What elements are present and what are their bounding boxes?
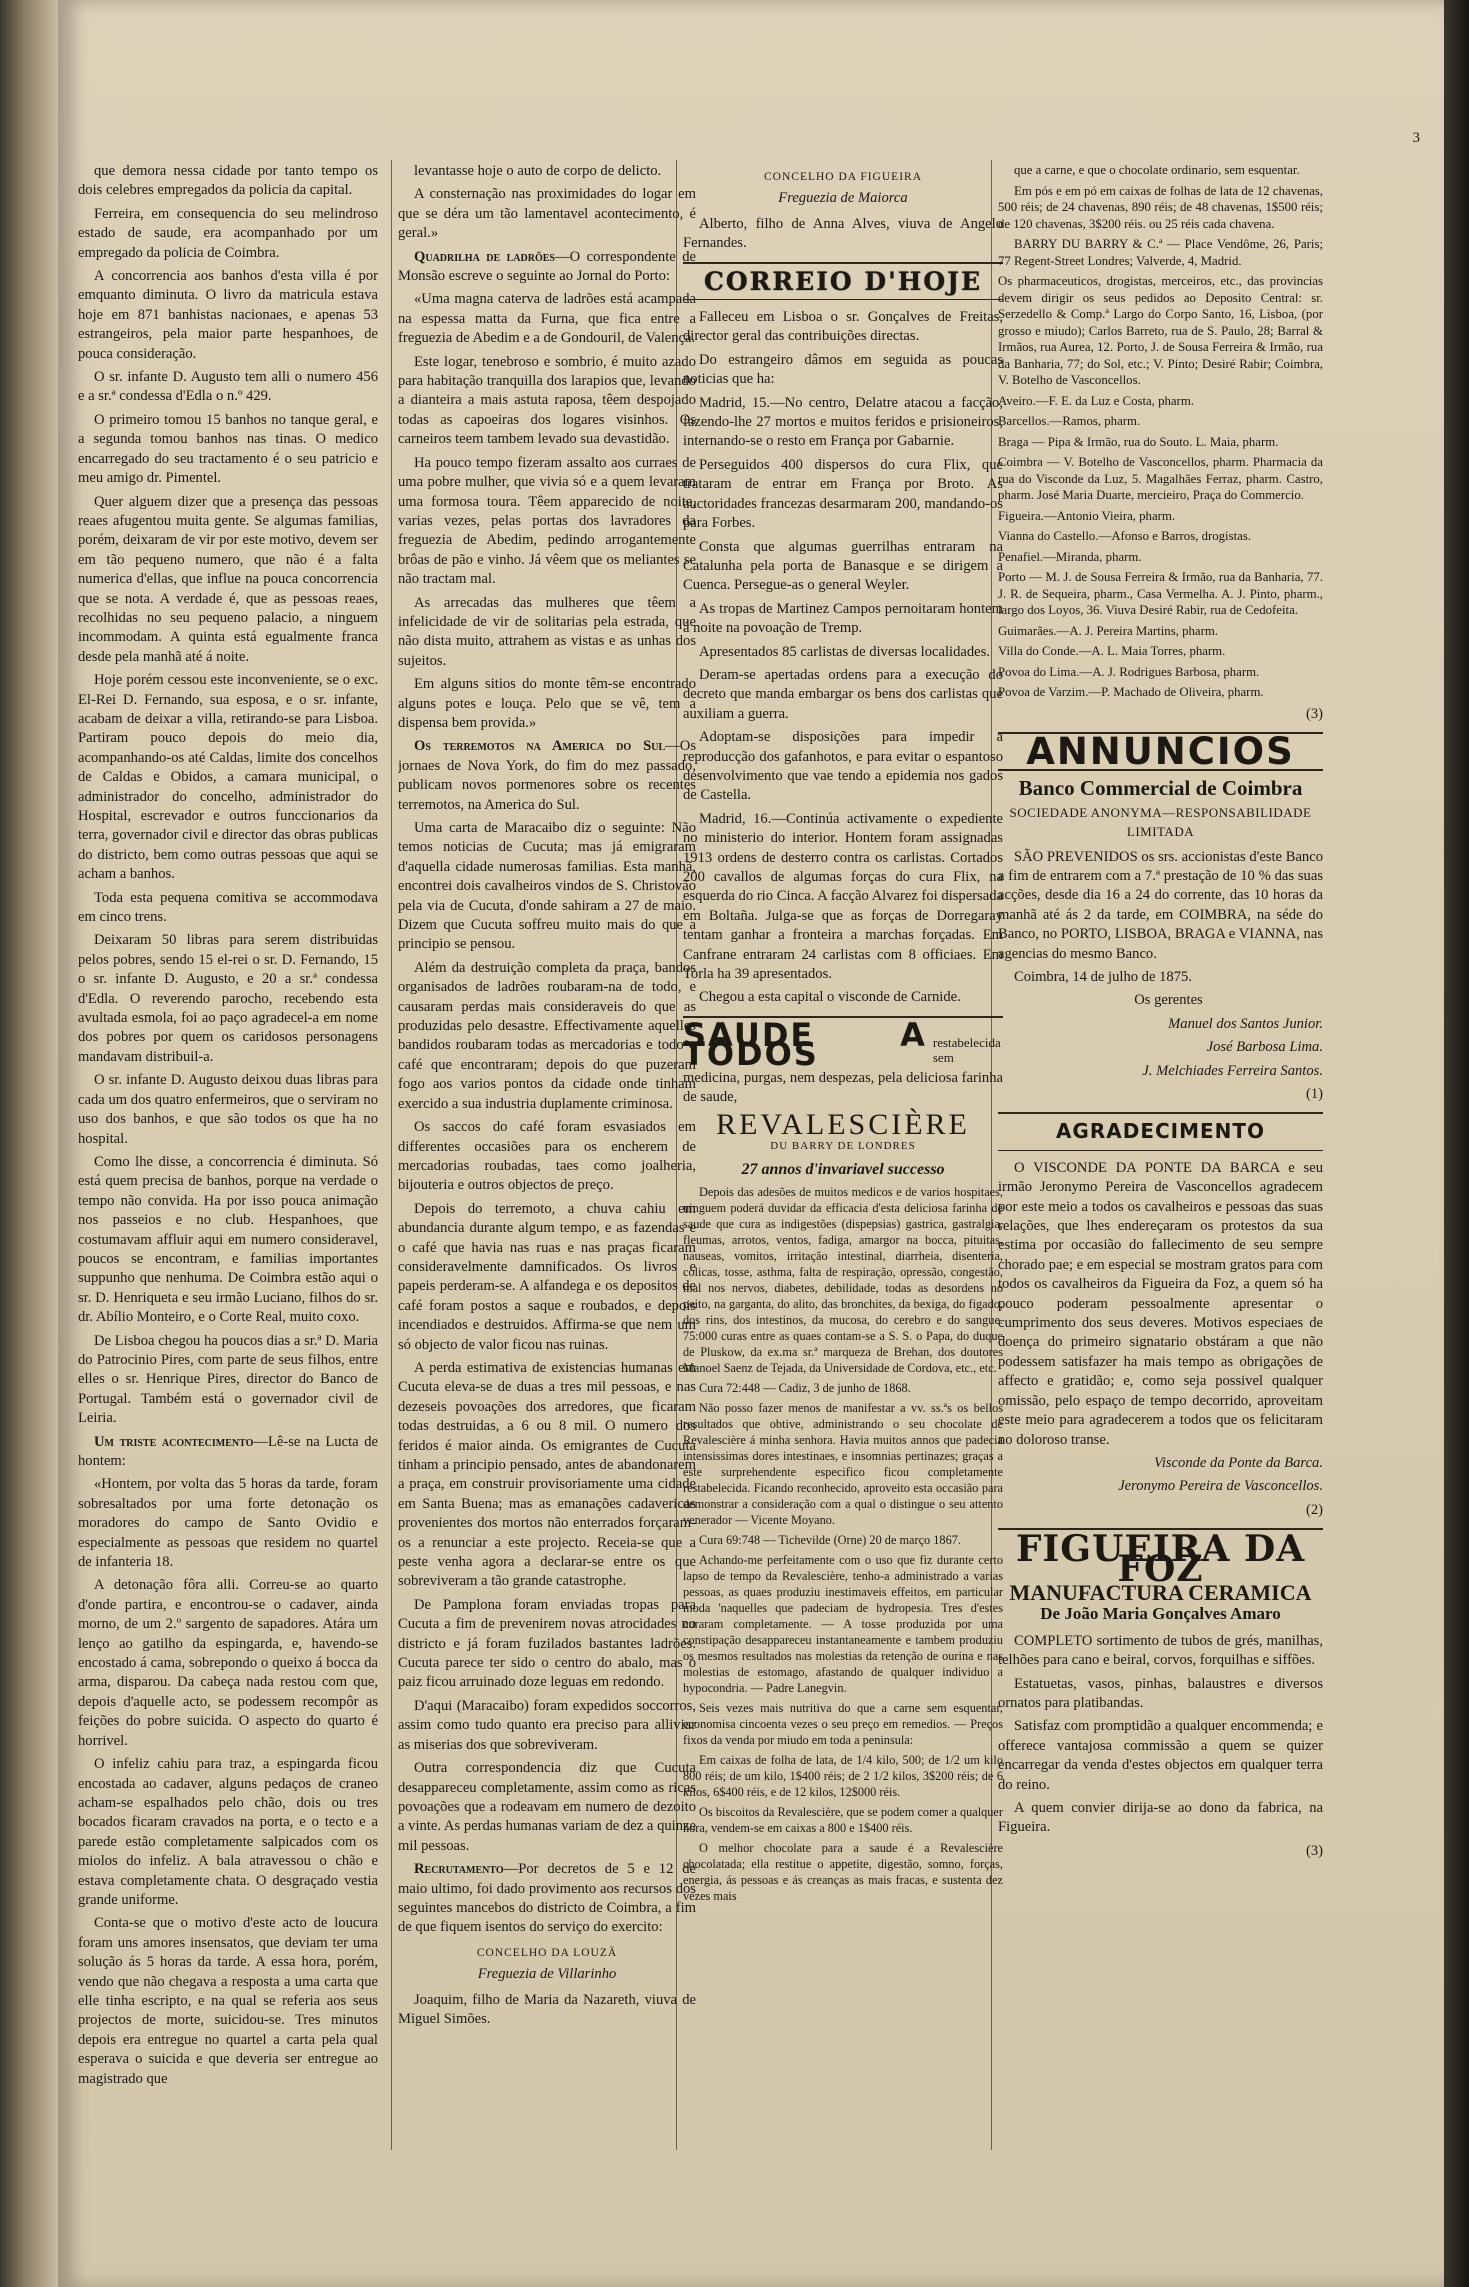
paragraph: que a carne, e que o chocolate ordinario, sem esquentar. xyxy=(1014,163,1300,177)
advert-number: (2) xyxy=(1305,1501,1323,1518)
news-item: Consta que algumas guerrilhas entraram na Catalunha pela porta de Banasque e se dirigem a Cuenca. Persegue-as o general Weyler. xyxy=(683,538,1003,594)
concelho-lousa-heading: CONCELHO DA LOUZÃ xyxy=(476,1946,618,1959)
section-heading-triste: Um triste acontecimento xyxy=(94,1433,254,1450)
pharmacy-entry: Povoa do Lima.—A. J. Rodrigues Barbosa, pharm. xyxy=(998,664,1260,679)
banco-commercial-title: Banco Commercial de Coimbra xyxy=(1018,776,1303,801)
correio-paragraphs xyxy=(683,308,1003,1008)
paragraph: Depois do terremoto, a chuva cahiu em abundancia durante algum tempo, e as fazendas e o café que havia nas ruas e nas praças ficaram consideravelmente damnificados. Os livros e papeis perderam-se. A alfandega e os depositos de café foram postos a saque e roubados, e depois incendiados e destruidos. Affirma-se que nem um só objecto de valor ficou nas ruinas. xyxy=(398,1200,696,1353)
paragraph: Quer alguem dizer que a presença das pessoas reaes afugentou muita gente. Se algumas familias, porém, deixaram de vir por este motivo, devem ser em tão pequeno numero, que não é a falta numerica d'ellas, que influe na pouca concorrencia que se nota. A verdade é, que as pessoas reaes, recolhidas no seu pequeno palacio, a ninguem incommodam. A quinta está egualmente franca desde pela manhã até á noite. xyxy=(78,493,378,665)
paragraph: O infeliz cahiu para traz, a espingarda ficou encostada ao cadaver, alguns pedaços de craneo acham-se espalhados pelo chão, dois ou tres bocados ficaram cravados na porta, e o tecto e a parede estão completamente salpicados com os miolos do infeliz. A bala atravessou o chão e estava completamente chata. O desgraçado vestia grande uniforme. xyxy=(78,1756,378,1908)
agradecimento-signatures xyxy=(998,1454,1323,1497)
paragraph: Cura 72:448 — Cadiz, 3 de junho de 1868. xyxy=(699,1380,911,1395)
column-2-paragraphs-after xyxy=(398,290,696,733)
banco-gerentes: Os gerentes xyxy=(1134,992,1203,1009)
news-item: Adoptam-se disposições para impedir a reproducção dos gafanhotos, e para evitar o espantoso desenvolvimento que vae tendo a epidemia nos gados de Castella. xyxy=(683,729,1003,804)
paragraph: levantasse hoje o auto de corpo de delicto. xyxy=(414,163,662,179)
paragraph: De Pamplona foram enviadas tropas para Cucuta a fim de prevenirem novas atrocidades no districto e já foram fuzilados bastantes ladrões. Cucuta parece ter sido o centro do abalo, mas o paiz ficou arruinado doze leguas em redondo. xyxy=(398,1596,696,1691)
column-1-paragraphs xyxy=(78,162,378,1429)
column-2-paragraphs xyxy=(398,162,696,244)
correio-dhoje-title: CORREIO D'HOJE xyxy=(703,266,983,296)
paragraph: Seis vezes mais nutritiva do que a carne sem esquentar, economisa cincoenta vezes o seu preço em remedios. — Preços fixos da venda por miudo em toda a peninsula: xyxy=(683,1700,1003,1747)
paragraph: Em pós e em pó em caixas de folhas de lata de 12 chavenas, 500 réis; de 24 chavenas, 890 réis; de 48 chavenas, 1$500 réis; de 120 chavenas, 3$200 réis. ou 25 réis cada chavena. xyxy=(998,183,1323,231)
paragraph: «Hontem, por volta das 5 horas da tarde, foram sobresaltados por uma forte detonação os moradores do campo de Santo Ovidio e especialmente as pessoas que residem no quartel de infanteria 18. xyxy=(78,1476,378,1571)
agradecimento-title: AGRADECIMENTO xyxy=(1055,1119,1266,1144)
section-lead: —Lê-se na Lucta de hontem: xyxy=(78,1433,378,1469)
advert-number: (3) xyxy=(1305,1842,1323,1859)
newspaper-page xyxy=(58,0,1444,2287)
column-1-paragraphs-after xyxy=(78,1475,378,2089)
section-lead: —Os jornaes de Nova York, do fim do mez passado, publicam novos pormenores sobre os recentes terremotos, na America do Sul. xyxy=(398,738,696,813)
news-item: Chegou a esta capital o visconde de Carnide. xyxy=(699,989,961,1006)
saude-a-todos-banner xyxy=(683,1015,1003,1074)
paragraph: Além da destruição completa da praça, bandos organisados de ladrões roubaram-na de todo, e causaram perdas mais consideraveis do que as produzidas pelo desastre. Effectivamente aquelles bandidos roubaram todas as mercadorias e todo o café que encontraram; depois do que puzeram fogo aos varios pontos da cidade onde tinham exercido a sua industria duplamente criminosa. xyxy=(398,959,696,1112)
paragraph: O sr. infante D. Augusto deixou duas libras para cada um dos quatro enfermeiros, que o serviram no uso dos banhos, e que são todos os que ha no hospital. xyxy=(78,1072,378,1147)
advert-number: (1) xyxy=(1305,1086,1323,1102)
concelho-figueira-heading: CONCELHO DA FIGUEIRA xyxy=(764,171,922,183)
column-2 xyxy=(398,162,696,2212)
pharmacy-entry: Os pharmaceuticos, drogistas, merceiros, etc., das provincias devem dirigir os seus pedidos ao Deposito Central: sr. Serzedello & Comp.ª Largo do Corpo Santo, 16, Lisboa, (por grosso e miudo); Carlos Barreto, rua de S. Paulo, 28; Barral & Irmãos, rua Aurea, 12. Porto, J. de Sousa Ferreira & Irmão, rua da Banharia, 77; do Sol, etc.; V. Pinto; Desiré Rabir; Coimbra, V. Botelho de Vasconcellos. xyxy=(998,274,1323,387)
paragraph: Este logar, tenebroso e sombrio, é muito azado para habitação tranquilla dos larapios que, levando a dianteira a mais astuta raposa, têem despojado todas as capoeiras dos logares visinhos. Os carneiros teem tambem levado sua devastidão. xyxy=(398,353,696,448)
paragraph: «Uma magna caterva de ladrões está acampada na espessa matta da Furna, que fica entre a freguezia de Abedim e a de Gondouril, de Valença. xyxy=(398,291,696,347)
signature: Jeronymo Pereira de Vasconcellos. xyxy=(1118,1478,1323,1495)
paragraph: Como lhe disse, a concorrencia é diminuta. Só está quem precisa de banhos, porque na verdade o tempo não convida. Ha por isso pouca animação nos passeios e no club. Hespanhoes, que costumavam affluir aqui em numero consideravel, poucos se encontram, e familias importantes suppunho que nenhuma. De Coimbra estão aqui o sr. D. Henriqueta e seu irmão Luciano, filhos do sr. dr. Abílio Monteiro, e o Corte Real, muito coxo. xyxy=(78,1153,378,1326)
revalesciere-continued xyxy=(998,162,1323,232)
figueira-text-3: Satisfaz com promptidão a qualquer encommenda; e offerece vantajosa commissão a quem se quizer encarregar da venda d'estes objectos em qualquer terra do reino. xyxy=(998,1718,1323,1793)
saude-text: medicina, purgas, nem despezas, pela deliciosa farinha de saude, xyxy=(683,1069,1003,1106)
figueira-text: COMPLETO sortimento de tubos de grés, manilhas, telhões para cano e beiral, corvos, forquilhas e siffões. xyxy=(998,1632,1323,1669)
revalesciere-title: REVALESCIÈRE xyxy=(716,1108,970,1142)
page-spine xyxy=(0,0,58,2287)
column-2-paragraphs-terremotos xyxy=(398,819,696,1856)
paragraph: De Lisboa chegou ha poucos dias a sr.ª D. Maria do Patrocinio Pires, com parte de seus filhos, entre elles o sr. Henrique Pires, director do Banco de Portugal. Também está o governador civil de Leiria. xyxy=(78,1332,378,1427)
paragraph: As arrecadas das mulheres que têem a infelicidade de vir de solitarias pela estrada, que não dista muito, attrahem as vistas e as unhas dos sujeitos. xyxy=(398,594,696,669)
maiorca-entry: Alberto, filho de Anna Alves, viuva de Angelo Fernandes. xyxy=(683,215,1003,252)
pharmacy-entry: Villa do Conde.—A. L. Maia Torres, pharm. xyxy=(998,644,1226,658)
paragraph: Ha pouco tempo fizeram assalto aos curraes de uma pobre mulher, que vivia só e a quem levaram uma formosa toura. Têem apparecido de noite, varias vezes, pelas portas dos lavradores da freguezia de Abedim, pedindo arrogantemente brôas de pão e vinho. Já vêem que os meliantes se não tractam mal. xyxy=(398,454,696,588)
signature: Visconde da Ponte da Barca. xyxy=(1153,1454,1323,1471)
freguezia-maiorca-heading: Freguezia de Maiorca xyxy=(778,190,908,207)
paragraph: Uma carta de Maracaibo diz o seguinte: Não temos noticias de Cucuta; mas já emigraram d'aquella cidade numerosas familias. Esta manhã, encontrei dois cavalheiros vindos de S. Christovão pela via de Cucuta, d'onde sahiram a 27 de maio. Dizem que Cucuta soffreu muito mais do que a principio se pensou. xyxy=(398,820,696,953)
section-lead: —Por decretos de 5 e 12 de maio ultimo, foi dado provimento aos recursos dos seguintes mancebos do districto de Coimbra, a fim de que fiquem isentos do serviço do exercito: xyxy=(398,1861,696,1936)
banco-signatures xyxy=(998,1015,1323,1081)
paragraph: Toda esta pequena comitiva se accommodava em cinco trens. xyxy=(78,889,378,926)
annuncios-title: ANNUNCIOS xyxy=(1026,729,1295,773)
signature: Manuel dos Santos Junior. xyxy=(1168,1015,1323,1032)
agradecimento-text: O VISCONDE DA PONTE DA BARCA e seu irmão Jeronymo Pereira de Vasconcellos agradecem por este meio a todos os cavalheiros e pessoas das suas relações, que lhes endereçaram os protestos da sua estima por occasião do fallecimento de seu sempre chorado pae; e em especial se mostram gratos para com todos os cavalheiros da Figueira da Foz, a quem só ha pouco poderam pessoalmente apresentar o cumprimento dos seus deveres. Motivos especiaes de doença do primeiro signatario obstáram a que não podessem satisfazer ha mais tempo as obrigações de affecto e gratidão; e, como seja possivel qualquer omissão, pelo espaço de tempo decorrido, aproveitam este meio para agradecerem a todos que os felicitaram no doloroso transe. xyxy=(998,1159,1323,1448)
pharmacy-entry: Guimarães.—A. J. Pereira Martins, pharm. xyxy=(998,623,1218,638)
divider xyxy=(683,262,1003,264)
pharmacy-entry: Povoa de Varzim.—P. Machado de Oliveira, pharm. xyxy=(998,685,1264,699)
paragraph: que demora nessa cidade por tanto tempo os dois celebres empregados da policia da capital. xyxy=(78,163,378,199)
paragraph: A detonação fôra alli. Correu-se ao quarto d'onde partira, e encontrou-se o cadaver, ainda morno, de um 2.º sargento de sapadores. Atára um lenço ao gatilho da espingarda, e, havendo-se encostado á cama, sobrepondo o queixo á bocca da arma, disparou. Da cabeça nada restou com que, depois d'aquelle acto, se podessem recompôr as feições do pobre suicida. O aspecto do quarto é horrivel. xyxy=(78,1577,378,1749)
column-3 xyxy=(683,162,1003,2212)
news-item: Falleceu em Lisboa o sr. Gonçalves de Freitas, director geral das contribuições directas. xyxy=(683,309,1003,345)
paragraph: Outra correspondencia diz que Cucuta desappareceu completamente, assim como as ricas povoações que a rodeavam em numero de dezoito a vinte. As perdas humanas variam de dez a quinze mil pessoas. xyxy=(398,1760,696,1854)
barry-address: BARRY DU BARRY & C.ª — Place Vendôme, 26, Paris; 77 Regent-Street Londres; Valverde, 4, Madrid. xyxy=(998,237,1323,268)
paragraph: Conta-se que o motivo d'este acto de loucura foram uns amores insensatos, que deviam ter uma solução ás 5 horas da tarde. A essa hora, porém, vendo que não chegava a resposta a uma carta que elle tinha escripto, e na qual se referia aos seus projectos de morte, suicidou-se. Tres minutos depois era entregue no quartel a carta pela qual esperava o suicida e que deveria ser entregue ao magistrado que xyxy=(78,1915,378,2087)
section-lead: —O correspondente de Monsão escreve o seguinte ao Jornal do Porto: xyxy=(398,248,696,285)
pharmacy-entry: Barcellos.—Ramos, pharm. xyxy=(998,414,1141,428)
paragraph: Em alguns sitios do monte têm-se encontrado alguns potes e louça. Pelo que se vê, tem a dispensa bem provida.» xyxy=(398,676,696,731)
section-heading-terremotos: Os terremotos na America do Sul xyxy=(414,738,666,755)
news-item: Madrid, 15.—No centro, Delatre atacou a facção, fazendo-lhe 27 mortos e muitos feridos e prisioneiros, internando-se o resto em França por Gabarnie. xyxy=(683,394,1003,450)
news-item: Madrid, 16.—Continúa activamente o expediente no ministerio do interior. Hontem foram assignadas 1913 ordens de desterro contra os carlistas. Cortados 200 cavallos de algumas forças do cura Flix, na esquerda do rio Cinca. A facção Alvarez foi dispersada em Boltaña. Julga-se que as forças de Dorregaray tentam ganhar a fronteira a marchas forçadas. Em Canfrane entraram 24 carlistas com 8 officiaes. Em Torla ha 39 apresentados. xyxy=(683,810,1003,983)
banco-date: Coimbra, 14 de julho de 1875. xyxy=(1014,968,1192,985)
paragraph: Depois das adesões de muitos medicos e de varios hospitaes, ninguem poderá duvidar da efficacia d'esta deliciosa farinha de saude que cura as indigestões (dispepsias) gastrica, gastralgia, fleumas, arrotos, ventos, fadiga, amargor na bocca, pituitas, nauseas, vomitos, irritação intestinal, diarrheia, disenteria, colicas, tosse, asthma, falta de respiração, opressão, congestão, mal nos nervos, diabetes, debilidade, todas as desordens no peito, na garganta, do alito, das bronchites, da bexiga, do figado, dos rins, dos intestinos, da mucosa, do cerebro e do sangue. 75:000 curas entre as quaes contam-se a S. S. o Papa, do duque de Pluskow, da ex.ma sr.ª marqueza de Brehan, dos doutores Manoel Saenz de Tejada, da Universidade de Cordova, etc., etc. xyxy=(683,1184,1003,1375)
de-joao-maria: De João Maria Gonçalves Amaro xyxy=(1040,1604,1281,1624)
pharmacy-list xyxy=(998,273,1323,701)
news-item: Deram-se apertadas ordens para a execução do decreto que manda embargar os bens dos carlistas que auxiliam a guerra. xyxy=(683,666,1003,722)
news-item: Apresentados 85 carlistas de diversas localidades. xyxy=(699,643,990,660)
column-1 xyxy=(78,162,378,2212)
section-heading-recrutamento: Recrutamento xyxy=(414,1861,504,1878)
divider xyxy=(683,299,1003,300)
figueira-text-2: Estatuetas, vasos, pinhas, balaustres e diversos ornatos para platibandas. xyxy=(998,1675,1323,1711)
advert-number: (3) xyxy=(1305,705,1323,722)
signature: J. Melchiades Ferreira Santos. xyxy=(1142,1062,1323,1079)
banco-text: SÃO PREVENIDOS os srs. accionistas d'este Banco a fim de entrarem com a 7.ª prestação de 10 % das suas acções, desde dia 16 a 24 do corrente, das 10 horas da manhã até ás 2 da tarde, em COIMBRA, na séde do Banco, no PORTO, LISBOA, BRAGA e VIANNA, nas agencias do mesmo Banco. xyxy=(998,848,1323,962)
section-heading-quadrilha: Quadrilha de ladrões xyxy=(414,248,555,265)
pharmacy-entry: Figueira.—Antonio Vieira, pharm. xyxy=(998,508,1176,523)
paragraph: Deixaram 50 libras para serem distribuidas pelos pobres, sendo 15 el-rei o sr. D. Fernando, 15 o sr. infante D. Augusto, e 20 a sr.ª condessa d'Edla. O reverendo parocho, recebendo esta avultada esmola, foi ao paço agradecel-a em nome dos pobres por quem os caridosos personagens mandavam distribuil-a. xyxy=(78,932,378,1065)
news-item: Perseguidos 400 dispersos do cura Flix, que trataram de entrar em França por Broto. As auctoridades francezas desarmaram 200, mandando-os para Forbes. xyxy=(683,456,1003,532)
pharmacy-entry: Vianna do Castello.—Afonso e Barros, drogistas. xyxy=(998,529,1251,543)
pharmacy-entry: Coimbra — V. Botelho de Vasconcellos, pharm. Pharmacia da rua do Visconde da Luz, 5. Magalhães Ferraz, pharm. Castro, pharm. José Maria Duarte, mercieiro, Praça do Commercio. xyxy=(998,455,1323,502)
figueira-da-foz-title: FIGUEIRA DA FOZ xyxy=(1015,1528,1306,1590)
news-item: As tropas de Martinez Campos pernoitaram hontem á noite na povoação de Tremp. xyxy=(683,600,1003,637)
page-number: 3 xyxy=(1412,130,1420,146)
du-barry-line: DU BARRY DE LONDRES xyxy=(770,1139,916,1152)
saude-side-text: restabelecida sem xyxy=(932,1034,1001,1065)
page-edge-shadow xyxy=(1444,0,1469,2287)
paragraph: Não posso fazer menos de manifestar a vv. ss.ªs os bellos resultados que obtive, administrando o seu chocolate de Revalescière á minha senhora. Havia muitos annos que padecia intensissimas dores intestinaes, e insomnias pertinazes; graças a este surprehendente especifico ficou completamente restabelecida. Ficando reconhecido, aproveito esta occasião para demonstrar a consideração com a qual o distingue o seu attento venerador — Vicente Moyano. xyxy=(683,1400,1003,1527)
divider xyxy=(998,1150,1323,1151)
paragraph: A consternação nas proximidades do logar em que se déra um tão lamentavel acontecimento, é geral.» xyxy=(398,186,696,242)
pharmacy-entry: Aveiro.—F. E. da Luz e Costa, pharm. xyxy=(998,393,1194,408)
pharmacy-entry: Penafiel.—Miranda, pharm. xyxy=(998,549,1142,564)
signature: José Barbosa Lima. xyxy=(1206,1039,1323,1056)
paragraph: Hoje porém cessou este inconveniente, se o exc. El-Rei D. Fernando, sua esposa, e o sr. infante, acabam de deixar a villa, retirando-se para Lisboa. Partiram pouco depois do meio dia, acompanhando-os até Caldas, limite dos concelhos de Caldas e Obidos, a camara municipal, o administrador do concelho, administrador do Hospital, escrevador e outros funccionarios da terra, governador civil e director das obras publicas do districto, bem como outras pessoas que aqui se acham a banhos. xyxy=(78,672,378,883)
divider xyxy=(998,1112,1323,1114)
paragraph: Em caixas de folha de lata, de 1/4 kilo, 500; de 1/2 um kilo 800 réis; de um kilo, 1$400 réis; de 2 1/2 kilos, 3$200 réis; de 6 kilos, 6$400 réis, e de 12 kilos, 12$000 réis. xyxy=(683,1752,1003,1799)
paragraph: O sr. infante D. Augusto tem alli o numero 456 e a sr.ª condessa d'Edla o n.º 429. xyxy=(78,369,378,405)
paragraph: D'aqui (Maracaibo) foram expedidos soccorros, assim como tudo quanto era preciso para alliviar as miserias dos que sobreviveram. xyxy=(398,1697,696,1753)
paragraph: Os biscoitos da Revalescière, que se podem comer a qualquer hora, vendem-se em caixas a 800 e 1$400 réis. xyxy=(683,1804,1003,1835)
paragraph: A concorrencia aos banhos d'esta villa é por emquanto diminuta. O livro da matricula estava hoje em 871 banhistas nacionaes, e apenas 53 estrangeiros, pela maior parte hespanhoes, de pouca consideração. xyxy=(78,268,378,362)
villarinho-entry: Joaquim, filho de Maria da Nazareth, viuva de Miguel Simões. xyxy=(398,1991,696,2027)
news-item: Do estrangeiro dâmos em seguida as poucas noticias que ha: xyxy=(683,351,1003,388)
paragraph: A perda estimativa de existencias humanas em Cucuta eleva-se de duas a tres mil pessoas, e nas dezeseis povoações dos arredores, que ficaram todas destruidas, a 6 ou 8 mil. O numero dos feridos é maior ainda. Os emigrantes de Cucuta tinham a principio pensado, antes de abandonarem a praça, em construir provisoriamente uma cidade em Santa Buena; mas as emanações cadavericas provenientes dos mortos não enterrados forçaram-os a renunciar a este projecto. Receia-se que a peste venha agora a declarar-se entre os que sobreviveram a tão grande catastrophe. xyxy=(398,1359,696,1590)
paragraph: O melhor chocolate para a saude é a Revalescière chocolatada; ella restitue o appetite, digestão, somno, forças, energia, ás pessoas e ás creanças as mais fracas, e sustenta dez vezes mais xyxy=(683,1840,1003,1903)
figueira-text-4: A quem convier dirija-se ao dono da fabrica, na Figueira. xyxy=(998,1800,1323,1836)
paragraph: Cura 69:748 — Tichevilde (Orne) 20 de março 1867. xyxy=(699,1532,961,1547)
paragraph: Ferreira, em consequencia do seu melindroso estado de saude, era acompanhado por um empregado da policia de Coimbra. xyxy=(78,205,378,261)
freguezia-villarinho-heading: Freguezia de Villarinho xyxy=(477,1966,617,1983)
paragraph: O primeiro tomou 15 banhos no tanque geral, e a segunda tomou banhos nas tinas. O medico encarregado do seu tractamento é o seu patricio e meu amigo dr. Pimentel. xyxy=(78,411,378,487)
column-4 xyxy=(998,162,1323,2212)
paragraph: Achando-me perfeitamente com o uso que fiz durante certo lapso de tempo da Revalescière, tenho-a administrado a varias pessoas, as quaes produziu inestimaveis effeitos, em particular moda 'naquelles que padeciam de hydropesia. Tres d'estes curaram completamente. — A tosse produzida por uma constipação desappareceu instantaneamente e tambem produziu os mesmos resultados nas molestias da retenção de ourina e nas molestias de estomago, afastando de qualquer individuo a hypocondria. — Padre Lanegvin. xyxy=(683,1552,1003,1695)
manufactura-ceramica: MANUFACTURA CERAMICA xyxy=(1009,1579,1312,1605)
revalesciere-paragraphs xyxy=(683,1184,1003,1904)
banco-subtitle: SOCIEDADE ANONYMA—RESPONSABILIDADE LIMITADA xyxy=(1009,804,1312,840)
pharmacy-entry: Braga — Pipa & Irmão, rua do Souto. L. Maia, pharm. xyxy=(998,434,1279,449)
annos-successo-line: 27 annos d'invariavel successo xyxy=(741,1161,945,1179)
pharmacy-entry: Porto — M. J. de Sousa Ferreira & Irmão, rua da Banharia, 77. J. R. de Sequeira, pharm., Casa Vermelha. A. J. Pinto, pharm., largo dos Loyos, 36. Viuva Desiré Rabir, rua de Cedofeita. xyxy=(998,570,1323,617)
paragraph: Os saccos do café foram esvasiados em differentes occasiões para os encherem de mercadorias roubadas, taes como joalheria, bijouteria e outros objectos de preço. xyxy=(398,1119,696,1194)
column-rule xyxy=(391,160,392,2150)
saude-a-todos-title: SAUDE A TODOS xyxy=(683,1015,927,1074)
